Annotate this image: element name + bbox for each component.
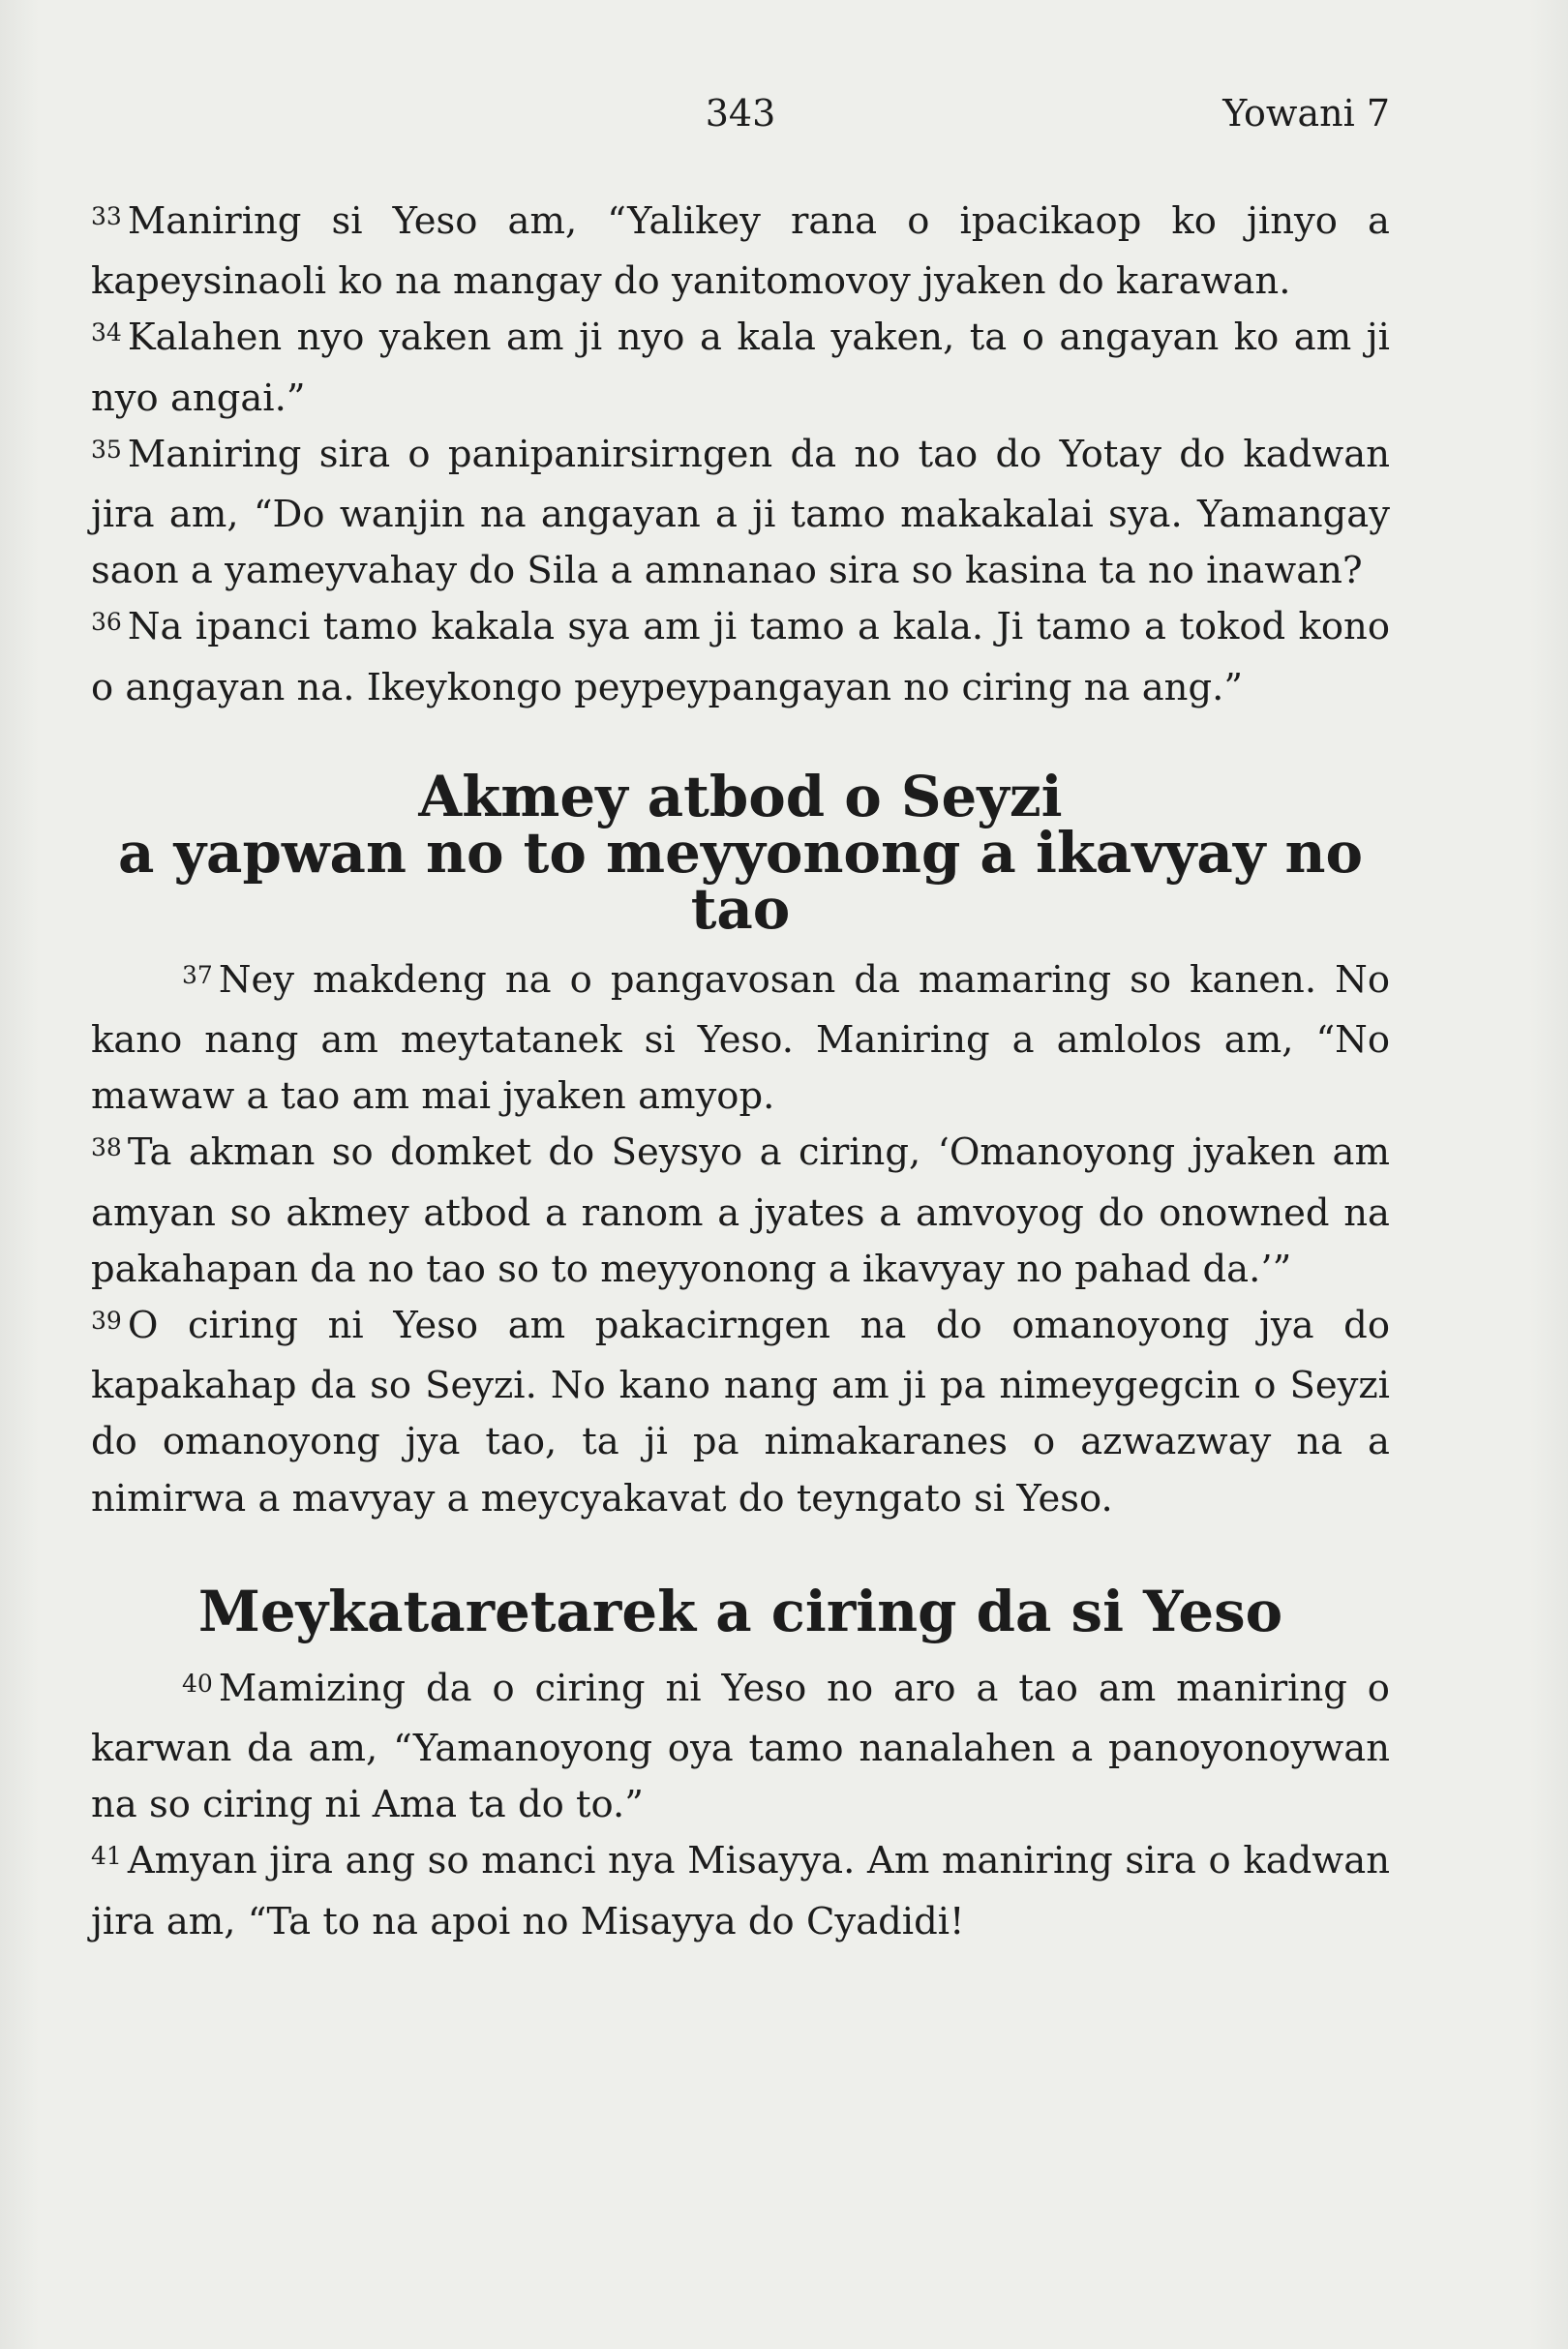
verse-34 <box>91 310 1390 426</box>
verse-number: 41 <box>91 1842 122 1871</box>
verse-41 <box>91 1833 1390 1949</box>
verse-text: Maniring sira o panipanirsirngen da no tao do Yotay do kadwan jira am, “Do wanjin na angayan a ji tamo makakalai sya. Yamangay saon a yameyvahay do Sila a amnanao sira so kasina ta no inawan? <box>91 432 1390 593</box>
verse-text: Amyan jira ang so manci nya Misayya. Am maniring sira o kadwan jira am, “Ta to na apoi no Misayya do Cyadidi! <box>91 1839 1390 1943</box>
verse-40 <box>91 1661 1390 1834</box>
verse-39 <box>91 1298 1390 1527</box>
running-head: Yowani 7 <box>1222 92 1390 135</box>
verse-number: 34 <box>91 318 122 347</box>
verse-text: Mamizing da o ciring ni Yeso no aro a tao am maniring o karwan da am, “Yamanoyong oya tamo nanalahen a panoyonoywan na so ciring ni Ama ta do to.” <box>91 1666 1390 1827</box>
section-heading <box>91 1578 1390 1644</box>
verse-35 <box>91 427 1390 600</box>
verse-37 <box>91 952 1390 1126</box>
verse-number: 37 <box>182 960 213 989</box>
section-heading-line: a yapwan no to meyyonong a ikavyay no tao <box>117 819 1364 942</box>
section-heading-line: Akmey atbod o Seyzi <box>418 763 1063 829</box>
page-header <box>91 89 1390 137</box>
page-number: 343 <box>705 92 776 135</box>
verse-33 <box>91 194 1390 310</box>
verse-number: 36 <box>91 608 122 637</box>
verse-text: Ta akman so domket do Seysyo a ciring, ‘Omanoyong jyaken am amyan so akmey atbod a ranom a jyates a amvoyog do onowned na pakahapan da no tao so to meyyonong a ikavyay no pahad da.’” <box>91 1130 1390 1291</box>
verse-number: 35 <box>91 435 122 464</box>
verse-number: 33 <box>91 202 122 230</box>
body-text <box>91 194 1390 1950</box>
verse-text: Na ipanci tamo kakala sya am ji tamo a kala. Ji tamo a tokod kono o angayan na. Ikeykongo peypeypangayan no ciring na ang.” <box>91 605 1390 709</box>
verse-36 <box>91 599 1390 715</box>
verse-text: Maniring si Yeso am, “Yalikey rana o ipacikaop ko jinyo a kapeysinaoli ko na mangay do yanitomovoy jyaken do karawan. <box>91 199 1390 304</box>
verse-text: Ney makdeng na o pangavosan da mamaring so kanen. No kano nang am meytatanek si Yeso. Maniring a amlolos am, “No mawaw a tao am mai jyaken amyop. <box>91 957 1390 1119</box>
verse-number: 39 <box>91 1307 122 1336</box>
verse-number: 38 <box>91 1133 122 1162</box>
verse-text: O ciring ni Yeso am pakacirngen na do omanoyong jya do kapakahap da so Seyzi. No kano nang am ji pa nimeygegcin o Seyzi do omanoyong jya tao, ta ji pa nimakaranes o azwazway na a nimirwa a mavyay a meycyakavat do teyngato si Yeso. <box>91 1304 1390 1521</box>
verse-number: 40 <box>182 1669 213 1698</box>
section-heading-line: Meykataretarek a ciring da si Yeso <box>197 1578 1283 1644</box>
verse-38 <box>91 1125 1390 1298</box>
section-heading <box>91 763 1390 942</box>
verse-text: Kalahen nyo yaken am ji nyo a kala yaken, ta o angayan ko am ji nyo angai.” <box>91 316 1390 420</box>
